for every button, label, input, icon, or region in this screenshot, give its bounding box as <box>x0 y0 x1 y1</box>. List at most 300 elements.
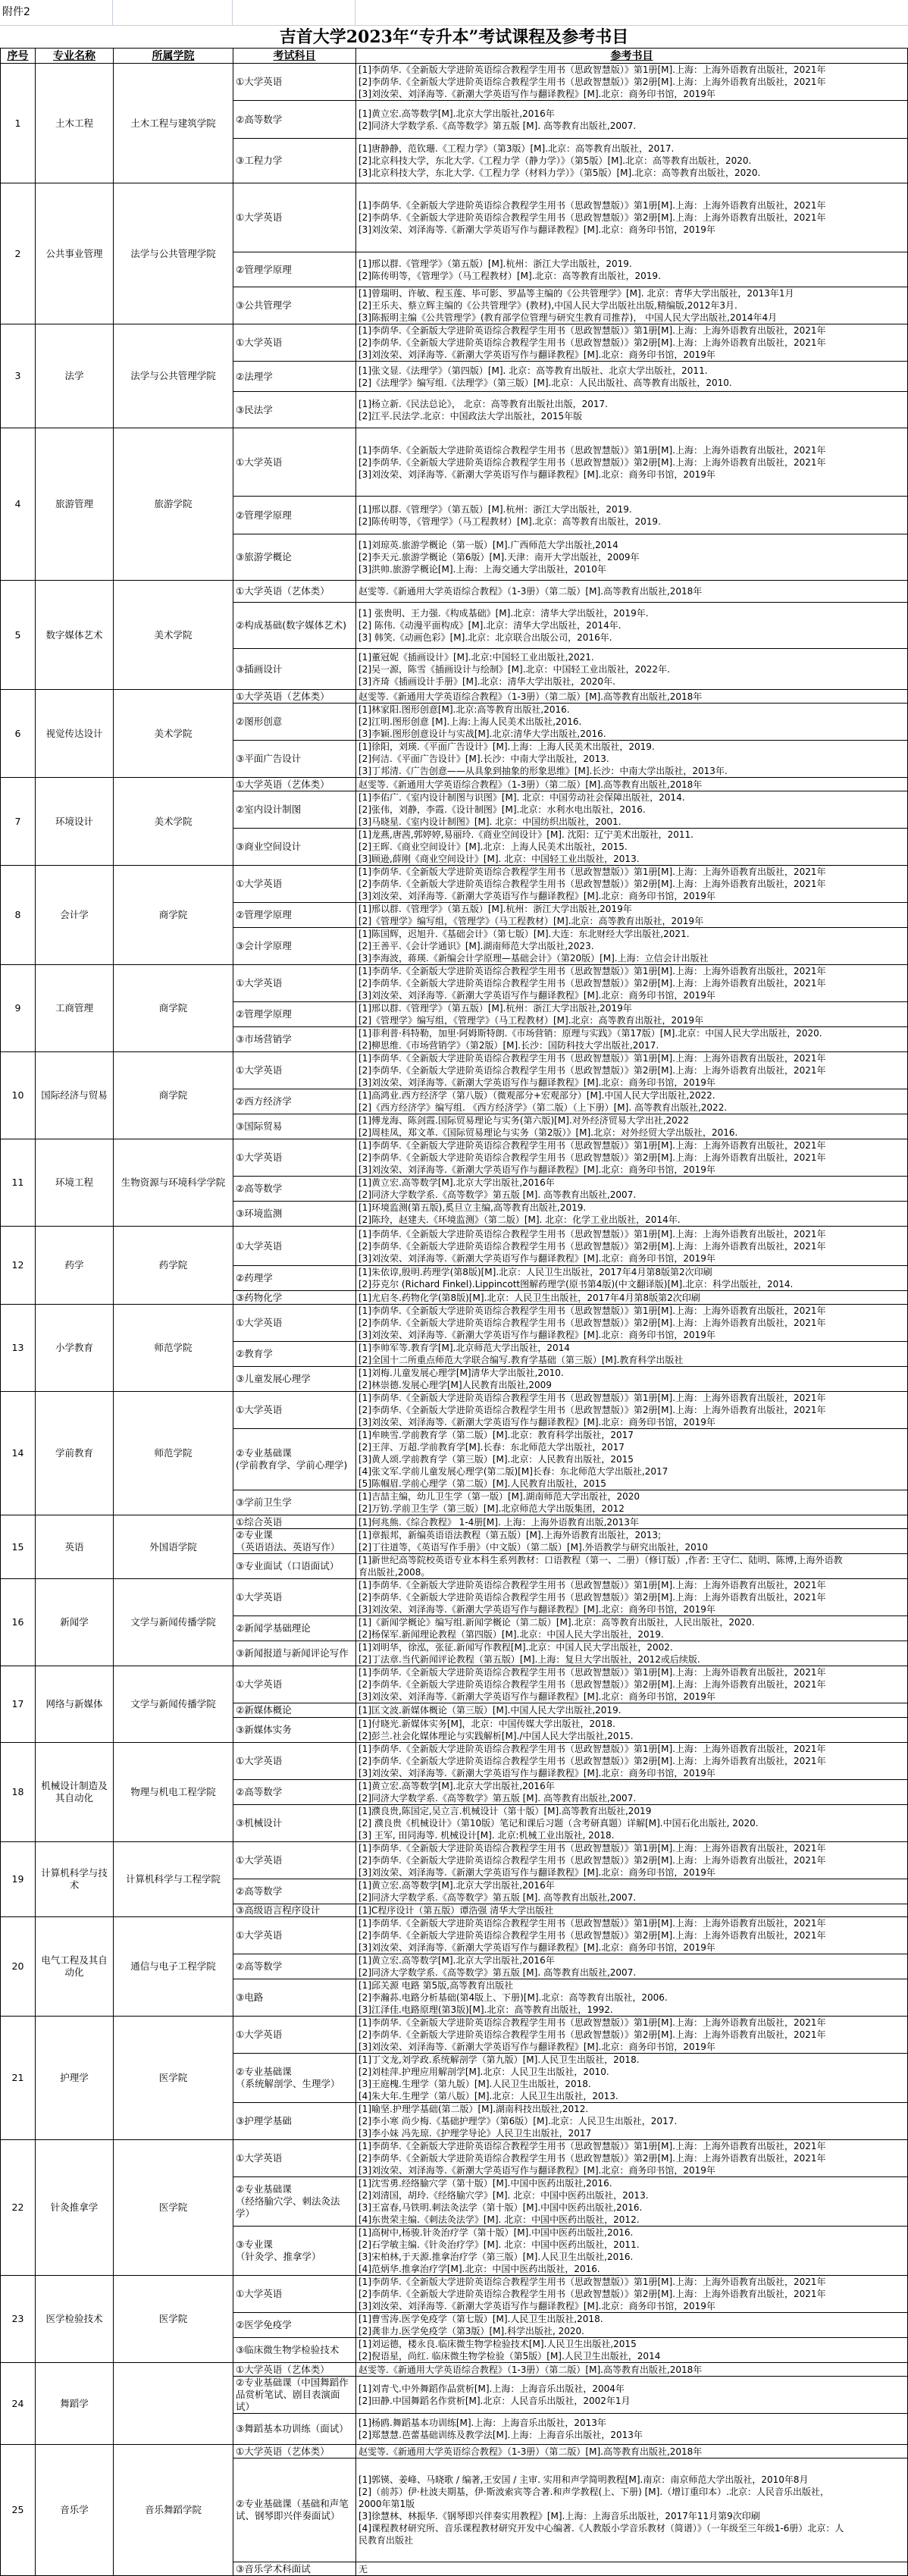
reference-books <box>356 428 908 497</box>
reference-item: [3]刘汝荣、刘泽海等.《新潮大学英语写作与翻译教程》[M].北京：商务印书馆，2019年 <box>359 1691 715 1702</box>
major-name: 药学 <box>36 1227 114 1305</box>
reference-item: [3]刘汝荣、刘泽海等.《新潮大学英语写作与翻译教程》[M].北京：商务印书馆，2019年 <box>359 1604 715 1615</box>
reference-item: [2]石学敏主编.《针灸治疗学》[M]. 北京：中国中医药出版社，2011. <box>359 2239 640 2250</box>
exam-subject <box>233 2562 356 2576</box>
reference-books <box>356 1579 908 1616</box>
exam-subject-text: ②法理学 <box>236 370 273 382</box>
exam-subject-text: ②专业基础课（中国舞蹈作品赏析笔试、剧目表演面试） <box>236 2377 349 2412</box>
row-number: 6 <box>1 690 36 778</box>
reference-books <box>356 2338 908 2363</box>
row-number: 24 <box>1 2363 36 2445</box>
college-name: 文学与新闻传播学院 <box>114 1666 233 1743</box>
table-row <box>1 2276 908 2313</box>
college-name: 美术学院 <box>114 581 233 690</box>
exam-subject-text: ②新媒体概论 <box>236 1704 292 1716</box>
major-name: 法学 <box>36 324 114 428</box>
reference-books <box>356 1954 908 1979</box>
reference-books <box>356 2017 908 2054</box>
exam-subject <box>233 1052 356 1089</box>
table-row <box>1 866 908 903</box>
exam-subject-text: ①大学英语 <box>236 2152 283 2164</box>
attachment-row <box>0 0 908 26</box>
reference-item: [1]邢以群.《管理学》（第五版）[M].杭州：浙江大学出版社,2019年 <box>359 904 632 914</box>
reference-item: [1]龙燕,唐茜,郭婷婷,易丽玲.《商业空间设计》[M]. 沈阳：辽宁美术出版社，2011. <box>359 829 694 840</box>
reference-books <box>356 2562 908 2576</box>
reference-books <box>356 1718 908 1743</box>
exam-subject-text: ③平面广告设计 <box>236 753 302 764</box>
reference-books <box>356 1979 908 2017</box>
reference-item: [2]全国十二所重点师范大学联合编写.教育学基础（第三版）[M].教育科学出版社 <box>359 1355 684 1365</box>
reference-books <box>356 829 908 866</box>
reference-books <box>356 1227 908 1266</box>
reference-books <box>356 2177 908 2227</box>
exam-subject-text: ②室内设计制图 <box>236 804 302 815</box>
reference-item: [1]唐静静，范钦珊.《工程力学》（第3版）[M].北京：高等教育出版社，2017. <box>359 143 675 154</box>
reference-item: [3]刘汝荣、刘泽海等.《新潮大学英语写作与翻译教程》[M].北京：商务印书馆，2019年 <box>359 990 715 1001</box>
reference-item: 民教育出版社 <box>359 2535 414 2546</box>
exam-subject <box>233 1879 356 1904</box>
exam-subject-text: ③国际贸易 <box>236 1120 283 1132</box>
reference-books <box>356 791 908 829</box>
table-row <box>1 2445 908 2458</box>
reference-books <box>356 741 908 778</box>
reference-books <box>356 928 908 965</box>
reference-item: [2]李天元.旅游学概论（第6版）[M].天津：南开大学出版社，2009年 <box>359 552 640 563</box>
exam-subject-text: ②新闻学基础理论 <box>236 1622 311 1634</box>
exam-subject-text: ①大学英语 <box>236 1591 283 1603</box>
reference-item: [2]李瀚荪.电路分析基础(第4版上、下册)[M].北京：高等教育出版社，2006. <box>359 1992 668 2003</box>
table-row <box>1 1052 908 1089</box>
reference-item: [2]杨保军.新闻理论教程（第四版）[M].北京：中国人民大学出版社，2019. <box>359 1629 664 1640</box>
reference-item: [1]傅龙海、陈剑霞.国际贸易理论与实务(第六版)[M].对外经济贸易大学出社,2022 <box>359 1115 690 1126</box>
exam-subject <box>233 1529 356 1554</box>
row-number: 19 <box>1 1842 36 1917</box>
reference-books <box>356 965 908 1002</box>
row-number: 16 <box>1 1579 36 1666</box>
exam-subject-text: ①大学英语 <box>236 1064 283 1076</box>
exam-subject <box>233 649 356 690</box>
exam-subject-text: ①大学英语 <box>236 878 283 889</box>
college-name: 旅游学院 <box>114 428 233 581</box>
reference-item: [3] 韩笑.《动画色彩》[M].北京：北京联合出版公司，2016年. <box>359 632 612 643</box>
major-name: 针灸推拿学 <box>36 2140 114 2276</box>
exam-subject-text: ①大学英语 <box>236 1317 283 1328</box>
exam-subject <box>233 690 356 704</box>
reference-item: [1]徐阳，刘瑛.《平面广告设计》[M].上海：上海人民美术出版社，2019. <box>359 741 655 752</box>
exam-subject <box>233 1177 356 1202</box>
reference-item: [2]《管理学》编写组，《管理学》（马工程教材）[M].北京：高等教育出版社，2019年 <box>359 916 704 926</box>
reference-books <box>356 690 908 704</box>
reference-item: [1]刘青弋.中外舞蹈作品赏析[M].上海：上海音乐出版社，2004年 <box>359 2383 625 2394</box>
reference-books <box>356 2458 908 2562</box>
reference-item: [2]李荫华.《全新版大学进阶英语综合教程学生用书（思政智慧版）》第2册[M].上海：上海外语教育出版社，2021年 <box>359 2289 826 2299</box>
exam-subject <box>233 965 356 1002</box>
reference-item: [3]刘汝荣、刘泽海等.《新潮大学英语写作与翻译教程》[M].北京：商务印书馆，2019年 <box>359 1417 715 1427</box>
exam-subject <box>233 2445 356 2458</box>
reference-item: [1]尤启冬.药物化学(第8版)[M].北京：人民卫生出版社，2017年4月第8版第2次印刷 <box>359 1292 700 1303</box>
exam-subject <box>233 1291 356 1305</box>
reference-item: [2]王萍、万超.学前教育学[M].长春：东北师范大学出版社，2017 <box>359 1442 625 1453</box>
exam-subject <box>233 1305 356 1342</box>
reference-item: [2]彭兰.社会化媒体理论与实践解析[M]./中国人民大学出版社,2015. <box>359 1731 634 1741</box>
reference-item: [1]环境监测(第五版),奚旦立主编,高等教育出版社,2019. <box>359 1202 587 1213</box>
college-name: 美术学院 <box>114 778 233 866</box>
college-name: 医学院 <box>114 2140 233 2276</box>
reference-item: 育出版社,2008。 <box>359 1567 431 1578</box>
exam-subject-text: ①大学英语 <box>236 456 283 468</box>
exam-subject <box>233 2338 356 2363</box>
reference-item: [1]董冠妮《插画设计》[M].北京:中国轻工业出版社,2021. <box>359 651 594 663</box>
reference-item: [1]李荫华.《全新版大学进阶英语综合教程学生用书（思政智慧版）》第1册[M].上海：上海外语教育出版社，2021年 <box>359 325 826 336</box>
exam-subject-text: ①大学英语 <box>236 337 283 348</box>
major-name: 数字媒体艺术 <box>36 581 114 690</box>
reference-item: [1]菲利普·科特勒，加里·阿姆斯特朗.《市场营销：原理与实践》（第17版）[M].北京：中国人民大学出版社，2020. <box>359 1028 822 1039</box>
row-number: 15 <box>1 1515 36 1579</box>
exam-subject <box>233 928 356 965</box>
exam-subject <box>233 1954 356 1979</box>
college-name: 物理与机电工程学院 <box>114 1743 233 1842</box>
row-number: 23 <box>1 2276 36 2363</box>
reference-item: [1]李帅军等.教育学[M].北京师范大学出版社，2014 <box>359 1343 570 1353</box>
exam-subject-text: ③市场营销学 <box>236 1033 292 1045</box>
reference-books <box>356 1641 908 1666</box>
reference-books <box>356 1616 908 1641</box>
exam-subject <box>233 1743 356 1780</box>
reference-item: [2]李荫华.《全新版大学进阶英语综合教程学生用书（思政智慧版）》第2册[M].上海：上海外语教育出版社，2021年 <box>359 1152 826 1163</box>
exam-subject <box>233 287 356 324</box>
reference-item: [1]沈雪勇.经络腧穴学（第十版）[M].中国中医药出版社,2016. <box>359 2178 612 2189</box>
major-name: 护理学 <box>36 2017 114 2140</box>
exam-subject <box>233 1342 356 1367</box>
reference-item: [1]邢以群.《管理学》（第五版）[M].杭州：浙江大学出版社，2019. <box>359 503 632 515</box>
reference-item: [2]王善平.《会计学通识》[M].湖南师范大学出版社,2023. <box>359 941 594 951</box>
reference-item: 赵雯等.《新通用大学英语综合教程》（1-3册）（第二版）[M].高等教育出版社,2018年 <box>359 691 703 702</box>
exam-subject-text: ②图形创意 <box>236 716 283 727</box>
reference-item: [3]徐慧林、林振华.《钢琴即兴伴奏实用教程》[M].上海：上海音乐出版社，2017年11月第9次印刷 <box>359 2511 760 2521</box>
reference-item: [2]李荫华.《全新版大学进阶英语综合教程学生用书（思政智慧版）》第2册[M].上海：上海外语教育出版社，2021年 <box>359 1318 826 1328</box>
reference-item: [3]黄人颂.学前教育学（第三版）[M].北京：人民教育出版社，2015 <box>359 1454 634 1465</box>
reference-item: [2]李小寒 尚少梅.《基础护理学》（第6版）[M].北京：人民卫生出版社，2017. <box>359 2116 678 2126</box>
exam-subject-text: ①大学英语 <box>236 2029 283 2040</box>
reference-books <box>356 778 908 791</box>
reference-item: [1]高树中,杨骏.针灸治疗学（第十版）[M].中国中医药出版社,2016. <box>359 2227 634 2238</box>
reference-item: [2]同济大学数学系.《高等数学》第五版 [M]. 高等教育出版社,2007. <box>359 120 637 131</box>
reference-item: [2]李荫华.《全新版大学进阶英语综合教程学生用书（思政智慧版）》第2册[M].上海：上海外语教育出版社，2021年 <box>359 1855 826 1866</box>
table-row <box>1 2017 908 2054</box>
reference-books <box>356 183 908 252</box>
reference-books <box>356 324 908 362</box>
reference-item: [1]李荫华.《全新版大学进阶英语综合教程学生用书（思政智慧版）》第1册[M].上海：上海外语教育出版社，2021年 <box>359 2277 826 2287</box>
reference-books <box>356 1291 908 1305</box>
reference-item: [4]朱大年.生理学（第八版）[M].北京：人民卫生出版社，2013. <box>359 2091 618 2101</box>
reference-item: [3]陈振明主编《公共管理学》(教育部学位管理与研究生教育司推荐)， 中国人民大学出版社,2014年4月 <box>359 312 778 323</box>
exam-subject-text: ②医学免疫学 <box>236 2319 292 2330</box>
table-row <box>1 1227 908 1266</box>
reference-item: [3]王富春,马铁明.刺法灸法学（第十版）[M].中国中医药出版社,2016. <box>359 2202 643 2213</box>
reference-item: [1]李荫华.《全新版大学进阶英语综合教程学生用书（思政智慧版）》第1册[M].上海：上海外语教育出版社，2021年 <box>359 1918 826 1929</box>
exam-subject <box>233 1429 356 1490</box>
table-body <box>1 64 908 2576</box>
exam-subject <box>233 1139 356 1177</box>
reference-item: [1]陈国辉，迟旭升.《基础会计》（第七版）[M].大连：东北财经大学出版社,2021. <box>359 929 690 939</box>
reference-item: [3]洪帅.旅游学概论[M].上海：上海交通大学出版社，2010年 <box>359 564 606 575</box>
reference-books <box>356 1666 908 1703</box>
reference-item: [1]曾瑞明、许敏、程玉莲、毕可影、罗晶等主编的《公共管理学》[M]. 北京：青华大学出版社，2013年1月 <box>359 288 794 299</box>
exam-subject <box>233 101 356 139</box>
reference-books <box>356 1805 908 1842</box>
exam-subject-text: ③旅游学概论 <box>236 551 292 563</box>
reference-item: [2]芬克尔 (Richard Finkel).Lippincott图解药理学(原书第4版)(中文翻译版)[M].北京：科学出版社，2014. <box>359 1279 794 1290</box>
exam-subject <box>233 791 356 829</box>
reference-item: [2]李荫华.《全新版大学进阶英语综合教程学生用书（思政智慧版）》第2册[M].上海：上海外语教育出版社，2021年 <box>359 1930 826 1941</box>
exam-subject-text: ③机械设计 <box>236 1817 283 1829</box>
exam-subject-text: ③临床微生物学检验技术 <box>236 2344 340 2355</box>
reference-item: [3]刘汝荣、刘泽海等.《新潮大学英语写作与翻译教程》[M].北京：商务印书馆，2019年 <box>359 1330 715 1340</box>
major-name: 机械设计制造及其自动化 <box>36 1743 114 1842</box>
row-number: 12 <box>1 1227 36 1305</box>
table-row <box>1 324 908 362</box>
reference-item: [1]黄立宏.高等数学[M].北京大学出版社,2016年 <box>359 108 555 119</box>
reference-books <box>356 1490 908 1515</box>
major-name: 网络与新媒体 <box>36 1666 114 1743</box>
reference-item: [3]刘汝荣、刘泽海等.《新潮大学英语写作与翻译教程》[M].北京：商务印书馆，2019年 <box>359 891 715 901</box>
reference-item: [2]李荫华.《全新版大学进阶英语综合教程学生用书（思政智慧版）》第2册[M].上海：上海外语教育出版社，2021年 <box>359 1756 826 1766</box>
row-number: 17 <box>1 1666 36 1743</box>
reference-item: [2]龚非力.医学免疫学（第3版）[M].科学出版社, 2020. <box>359 2326 584 2336</box>
reference-books <box>356 1367 908 1392</box>
exam-subject <box>233 324 356 362</box>
exam-subject-text: ①大学英语（艺体类） <box>236 585 330 597</box>
exam-subject <box>233 2313 356 2338</box>
exam-subject-text: ③环境监测 <box>236 1208 283 1219</box>
exam-subject-text: ③民法学 <box>236 403 273 415</box>
reference-item: [2]同济大学数学系.《高等数学》第五版 [M]. 高等教育出版社,2007. <box>359 1189 637 1200</box>
exam-subject <box>233 2103 356 2140</box>
table-row <box>1 1666 908 1703</box>
reference-item: [4]课程教材研究所、音乐课程教材研究开发中心编著.《人教版小学音乐教材（简谱）》（一年级至三年级1-6册）北京：人 <box>359 2523 844 2534</box>
table-row <box>1 581 908 603</box>
reference-books <box>356 2103 908 2140</box>
reference-item: [2]同济大学数学系.《高等数学》第五版 [M]. 高等教育出版社,2007. <box>359 1892 637 1903</box>
row-number: 3 <box>1 324 36 428</box>
attachment-label: 附件2 <box>0 0 113 25</box>
exam-subject-text: ②高等数学 <box>236 1885 283 1897</box>
reference-item: [2]万钫.学前卫生学（第三版）[M].北京师范大学出版集团，2012 <box>359 1503 625 1514</box>
reference-item: [2]江平.民法学.北京：中国政法大学出版社，2015年版 <box>359 410 583 421</box>
row-number: 4 <box>1 428 36 581</box>
exam-subject-text: ③舞蹈基本功训练（面试） <box>236 2423 349 2434</box>
reference-item: [1]李荫华.《全新版大学进阶英语综合教程学生用书（思政智慧版）》第1册[M].上海：上海外语教育出版社，2021年 <box>359 1667 826 1678</box>
major-name: 音乐学 <box>36 2445 114 2576</box>
reference-item: [3]刘汝荣、刘泽海等.《新潮大学英语写作与翻译教程》[M].北京：商务印书馆，2019年 <box>359 1077 715 1088</box>
course-table <box>0 48 908 2576</box>
exam-subject <box>233 1089 356 1114</box>
exam-subject <box>233 1579 356 1616</box>
exam-subject <box>233 1114 356 1139</box>
reference-item: [3]刘汝荣、刘泽海等.《新潮大学英语写作与翻译教程》[M].北京：商务印书馆，2019年 <box>359 1164 715 1175</box>
table-row <box>1 1842 908 1879</box>
reference-item: [2]王晖.《商业空间设计》[M].北京：上海人民美术出版社，2015. <box>359 841 628 852</box>
reference-item: [2]刘清国，胡玲.《经络腧穴学》[M]. 北京：中国中医药出版社，2013. <box>359 2190 649 2201</box>
exam-subject-text: ②管理学原理 <box>236 509 292 521</box>
exam-subject <box>233 903 356 928</box>
reference-item: [1]朱依谆,殷明.药理学(第8版)[M].北京：人民卫生出版社，2017年4月第8版第2次印刷 <box>359 1267 712 1277</box>
table-row <box>1 1305 908 1342</box>
reference-books <box>356 1743 908 1780</box>
major-name: 公共事业管理 <box>36 183 114 324</box>
reference-item: [1]《新闻学概论》编写组.新闻学概论（第二版）[M].北京：高等教育出版社，人民出版社，2020. <box>359 1617 755 1628</box>
reference-item: [4]范炳华.推拿治疗学[M].北京：中国中医药出版社，2016. <box>359 2264 600 2274</box>
reference-item: [3]刘汝荣、刘泽海等.《新潮大学英语写作与翻译教程》[M].北京：商务印书馆，2019年 <box>359 1252 715 1264</box>
exam-subject-text: ③专业课 <box>236 2239 273 2250</box>
exam-subject-text: ③儿童发展心理学 <box>236 1373 311 1384</box>
exam-subject <box>233 1367 356 1392</box>
reference-item: [2] 濮良贵《机械设计》（第10版）笔记和课后习题（含考研真题）详解[M].中国石化出版社, 2020. <box>359 1818 759 1829</box>
reference-item: [3]刘汝荣、刘泽海等.《新潮大学英语写作与翻译教程》[M].北京：商务印书馆，2019年 <box>359 89 715 99</box>
exam-subject-text: (学前教育学、学前心理学) <box>236 1459 348 1471</box>
reference-item: [2]吴一源，陈雪《插画设计与绘制》[M].北京：中国轻工业出版社，2022年. <box>359 663 670 675</box>
major-name: 视觉传达设计 <box>36 690 114 778</box>
reference-item: [1]丁文龙,刘学政.系统解剖学（第九版）[M].人民卫生出版社，2018. <box>359 2054 640 2065</box>
major-name: 电气工程及其自动化 <box>36 1917 114 2017</box>
exam-subject-text: ③新媒体实务 <box>236 1724 292 1735</box>
reference-item: [2]北京科技大学，东北大学.《工程力学（静力学）》（第5版）[M].北京：高等教育出版社，2020. <box>359 155 752 166</box>
row-number: 13 <box>1 1305 36 1392</box>
reference-item: [5]陈帼眉.学前心理学（第二版）[M].人民教育出版社，2015 <box>359 1478 606 1489</box>
exam-subject-text: ③电路 <box>236 1992 264 2003</box>
reference-item: [1]李荫华.《全新版大学进阶英语综合教程学生用书（思政智慧版）》第1册[M].上海：上海外语教育出版社，2021年 <box>359 1228 826 1239</box>
exam-subject <box>233 866 356 903</box>
reference-item: [1]李荫华.《全新版大学进阶英语综合教程学生用书（思政智慧版）》第1册[M].上海：上海外语教育出版社，2021年 <box>359 1305 826 1316</box>
reference-item: 2000年第1版 <box>359 2499 415 2509</box>
exam-subject <box>233 704 356 741</box>
reference-item: [2]林崇德.发展心理学[M]人民教育出版社,2009 <box>359 1380 552 1390</box>
reference-item: [2]李荫华.《全新版大学进阶英语综合教程学生用书（思政智慧版）》第2册[M].上海：上海外语教育出版社，2021年 <box>359 456 826 468</box>
exam-subject-text: ②西方经济学 <box>236 1095 292 1107</box>
reference-books <box>356 903 908 928</box>
row-number: 7 <box>1 778 36 866</box>
reference-item: [4]张文军.学前儿童发展心理学(第二版)[M]长春：东北师范大学出版社,2017 <box>359 1466 668 1477</box>
exam-subject <box>233 2276 356 2313</box>
reference-item: [2]周桂凤，郑文革.《国际贸易理论与实务（第2版）》[M].北京：对外经贸大学出版社，2016. <box>359 1127 738 1138</box>
reference-item: [2]丁往道等，《英语写作手册》（中文版）（第二版）[M].外语教学与研究出版社，2010 <box>359 1542 709 1553</box>
reference-item: [2]李荫华.《全新版大学进阶英语综合教程学生用书（思政智慧版）》第2册[M].上海：上海外语教育出版社，2021年 <box>359 1592 826 1603</box>
reference-books <box>356 534 908 581</box>
reference-books <box>356 1904 908 1917</box>
reference-item: [2]《西方经济学》编写组. 《西方经济学》（第二版）（上下册）[M]. 高等教育出版社,2022. <box>359 1102 728 1113</box>
reference-item: [3]刘汝荣、刘泽海等.《新潮大学英语写作与翻译教程》[M].北京：商务印书馆，2019年 <box>359 1867 715 1878</box>
reference-item: [3]马晓星.《室内设计制图》[M]. 北京：中国纺织出版社，2001. <box>359 816 622 827</box>
reference-item: [3] 王军, 田同海等. 机械设计[M]. 北京:机械工业出版社, 2018. <box>359 1830 615 1841</box>
exam-subject-text: ③会计学原理 <box>236 940 292 951</box>
exam-subject-text: ①大学英语 <box>236 1929 283 1941</box>
reference-item: [2]刘桂萍.护理应用解剖学[M].北京：人民卫生出版社，2010. <box>359 2067 609 2077</box>
college-name: 师范学院 <box>114 1305 233 1392</box>
reference-books <box>356 1917 908 1954</box>
reference-books <box>356 1002 908 1027</box>
reference-item: [1]李荫华.《全新版大学进阶英语综合教程学生用书（思政智慧版）》第1册[M].上海：上海外语教育出版社，2021年 <box>359 2141 826 2151</box>
reference-item: [1]黄立宏.高等数学[M].北京大学出版社,2016年 <box>359 1880 555 1891</box>
major-name: 环境设计 <box>36 778 114 866</box>
exam-subject <box>233 778 356 791</box>
college-name: 计算机科学与工程学院 <box>114 1842 233 1917</box>
table-row <box>1 1917 908 1954</box>
table-row <box>1 1139 908 1177</box>
row-number: 25 <box>1 2445 36 2576</box>
reference-item: [1]何兆熊.《综合教程》 1-4册[M]. 上海：上海外语教育出版,2013年 <box>359 1516 639 1528</box>
reference-item: [1]刘运德，楼永良.临床微生物学检验技术[M].人民卫生出版社,2015 <box>359 2339 637 2349</box>
reference-item: [1]高鸿业.西方经济学（第八版）（微观部分+宏观部分）[M].中国人民大学出版社,2022. <box>359 1090 715 1101</box>
exam-subject <box>233 1780 356 1805</box>
reference-item: [1]黄立宏.高等数学[M].北京大学出版社,2016年 <box>359 1781 555 1791</box>
reference-item: [3]刘汝荣、刘泽海等.《新潮大学英语写作与翻译教程》[M].北京：商务印书馆，2019年 <box>359 1768 715 1778</box>
reference-item: [2]同济大学数学系.《高等数学》第五版 [M]. 高等教育出版社,2007. <box>359 1967 637 1978</box>
exam-subject <box>233 603 356 649</box>
college-name: 生物资源与环境科学学院 <box>114 1139 233 1227</box>
reference-item: [2]田静.中国舞蹈名作赏析[M].北京：人民音乐出版社，2002年1月 <box>359 2396 631 2406</box>
reference-books <box>356 497 908 534</box>
exam-subject <box>233 534 356 581</box>
exam-subject <box>233 1616 356 1641</box>
reference-item: [1]李荫华.《全新版大学进阶英语综合教程学生用书（思政智慧版）》第1册[M].上海：上海外语教育出版社，2021年 <box>359 867 826 877</box>
exam-subject <box>233 1515 356 1529</box>
reference-item: [2]李荫华.《全新版大学进阶英语综合教程学生用书（思政智慧版）》第2册[M].上海：上海外语教育出版社，2021年 <box>359 1065 826 1076</box>
exam-subject <box>233 1641 356 1666</box>
exam-subject <box>233 1002 356 1027</box>
exam-subject <box>233 497 356 534</box>
exam-subject-text: （系统解剖学、生理学） <box>236 2078 340 2089</box>
row-number: 2 <box>1 183 36 324</box>
exam-subject <box>233 139 356 183</box>
reference-item: [3]刘汝荣、刘泽海等.《新潮大学英语写作与翻译教程》[M].北京：商务印书馆，2019年 <box>359 224 715 235</box>
reference-item: [1]杨鸥.舞蹈基本功训练[M].上海：上海音乐出版社，2013年 <box>359 2418 606 2428</box>
major-name: 工商管理 <box>36 965 114 1052</box>
row-number: 9 <box>1 965 36 1052</box>
table-row <box>1 965 908 1002</box>
reference-books <box>356 1554 908 1579</box>
reference-books <box>356 1052 908 1089</box>
exam-subject <box>233 1027 356 1052</box>
exam-subject-text: ①综合英语 <box>236 1515 283 1528</box>
college-name: 商学院 <box>114 866 233 965</box>
row-number: 20 <box>1 1917 36 2017</box>
exam-subject <box>233 2140 356 2177</box>
reference-item: [2] 陈伟.《动漫平面构成》[M].北京：清华大学出版社，2014年. <box>359 620 622 631</box>
exam-subject <box>233 1805 356 1842</box>
exam-subject-text: ①大学英语 <box>236 1239 283 1252</box>
table-row <box>1 428 908 497</box>
reference-item: [3]丁邦清.《广告创意——从具象到抽象的形象思维》[M].长沙：中南大学出版社，2013年. <box>359 766 728 776</box>
reference-books <box>356 1266 908 1291</box>
exam-subject <box>233 1703 356 1718</box>
reference-item: [1]新世纪高等院校英语专业本科生系列教材：口语教程（第一、二册）（修订版）,作者: 王守仁、陆明、陈博,上海外语教 <box>359 1555 843 1565</box>
exam-subject-text: （经络腧穴学、刺法灸法学） <box>236 2195 340 2219</box>
reference-item: 赵雯等.《新通用大学英语综合教程》（1-3册）（第二版）[M].高等教育出版社,2018年 <box>359 779 703 790</box>
reference-item: [3]刘汝荣、刘泽海等.《新潮大学英语写作与翻译教程》[M].北京：商务印书馆，2019年 <box>359 469 715 480</box>
exam-subject-text: ①大学英语 <box>236 1404 283 1415</box>
reference-item: [2]李荫华.《全新版大学进阶英语综合教程学生用书（思政智慧版）》第2册[M].上海：上海外语教育出版社，2021年 <box>359 1405 826 1415</box>
reference-item: [2]陈传明等，《管理学》（马工程教材）[M].北京：高等教育出版社，2019. <box>359 516 661 527</box>
reference-item: [2]李荫华.《全新版大学进阶英语综合教程学生用书（思政智慧版）》第2册[M].上海：上海外语教育出版社，2021年 <box>359 2029 826 2040</box>
college-name <box>114 2363 233 2445</box>
row-number: 8 <box>1 866 36 965</box>
exam-subject <box>233 1666 356 1703</box>
row-number: 11 <box>1 1139 36 1227</box>
reference-item: [1]刘梅.儿童发展心理学[M]清华大学出版社,2010. <box>359 1368 564 1378</box>
reference-item: [1]李荫华.《全新版大学进阶英语综合教程学生用书（思政智慧版）》第1册[M].上海：上海外语教育出版社，2021年 <box>359 2017 826 2028</box>
reference-item: [3]李颖.图形创意设计与实战[M].北京:清华大学出版社,2016. <box>359 729 606 739</box>
exam-subject-text: ③插画设计 <box>236 663 283 675</box>
